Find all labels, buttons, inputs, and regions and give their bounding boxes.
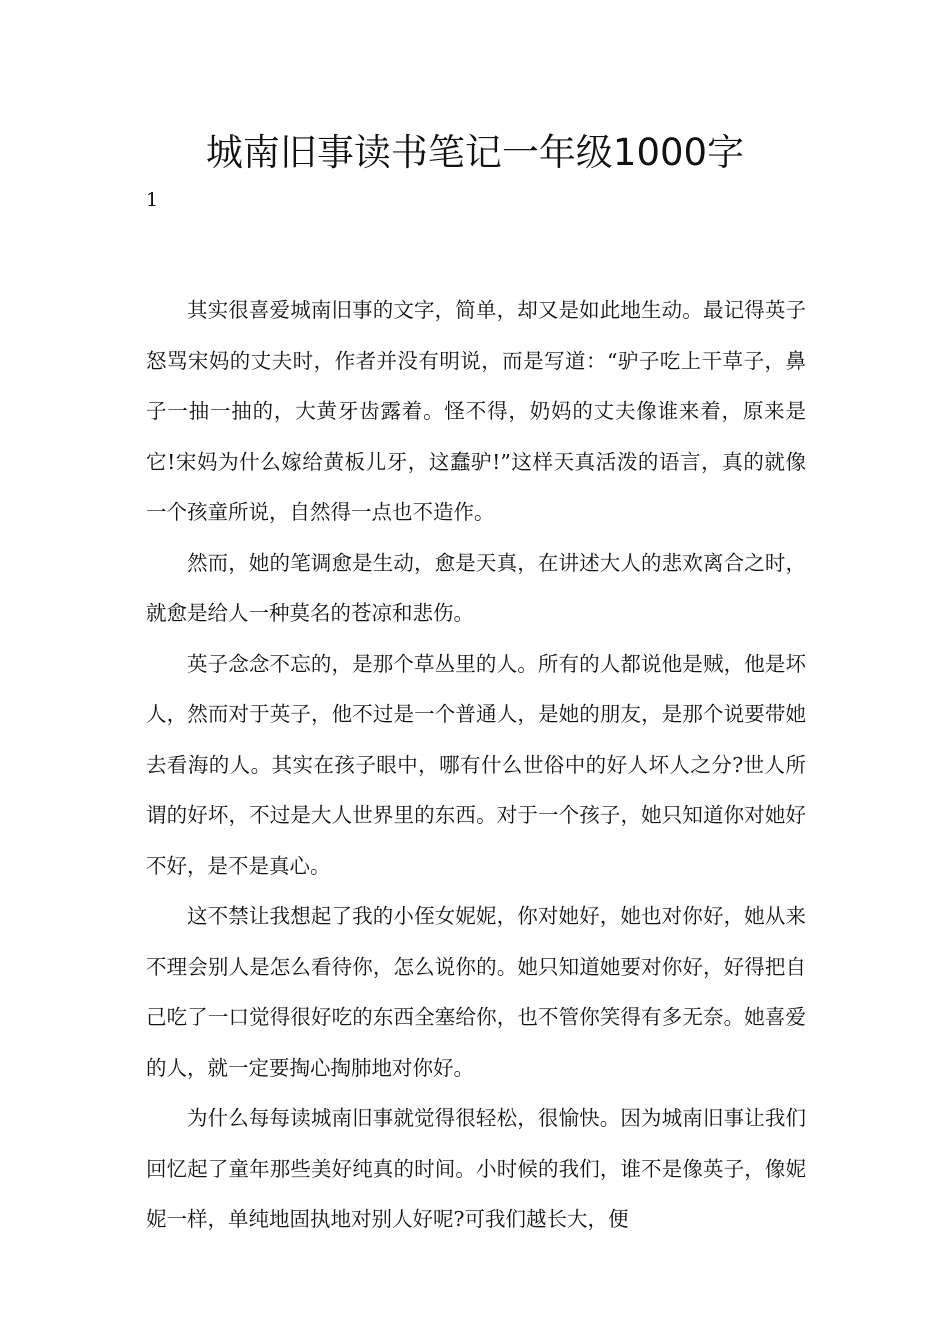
paragraph: 然而，她的笔调愈是生动，愈是天真，在讲述大人的悲欢离合之时，就愈是给人一种莫名的苍凉和悲伤。	[146, 550, 806, 625]
document-body	[146, 285, 806, 1245]
document-title: 城南旧事读书笔记一年级1000字	[205, 131, 745, 174]
section-number: 1	[146, 189, 159, 211]
paragraph: 英子念念不忘的，是那个草丛里的人。所有的人都说他是贼，他是坏人，然而对于英子，他不过是一个普通人，是她的朋友，是那个说要带她去看海的人。其实在孩子眼中，哪有什么世俗中的好人坏人之分?世人所谓的好坏，不过是大人世界里的东西。对于一个孩子，她只知道你对她好不好，是不是真心。	[146, 651, 806, 878]
paragraph: 其实很喜爱城南旧事的文字，简单，却又是如此地生动。最记得英子怒骂宋妈的丈夫时，作者并没有明说，而是写道：“驴子吃上干草子，鼻子一抽一抽的，大黄牙齿露着。怪不得，奶妈的丈夫像谁来着，原来是它!宋妈为什么嫁给黄板儿牙，这蠢驴!”这样天真活泼的语言，真的就像一个孩童所说，自然得一点也不造作。	[146, 298, 806, 524]
paragraph: 这不禁让我想起了我的小侄女妮妮，你对她好，她也对你好，她从来不理会别人是怎么看待你，怎么说你的。她只知道她要对你好，好得把自己吃了一口觉得很好吃的东西全塞给你，也不管你笑得有多无奈。她喜爱的人，就一定要掏心掏肺地对你好。	[146, 904, 806, 1080]
paragraph: 为什么每每读城南旧事就觉得很轻松，很愉快。因为城南旧事让我们回忆起了童年那些美好纯真的时间。小时候的我们，谁不是像英子，像妮妮一样，单纯地固执地对别人好呢?可我们越长大，便	[146, 1106, 806, 1231]
